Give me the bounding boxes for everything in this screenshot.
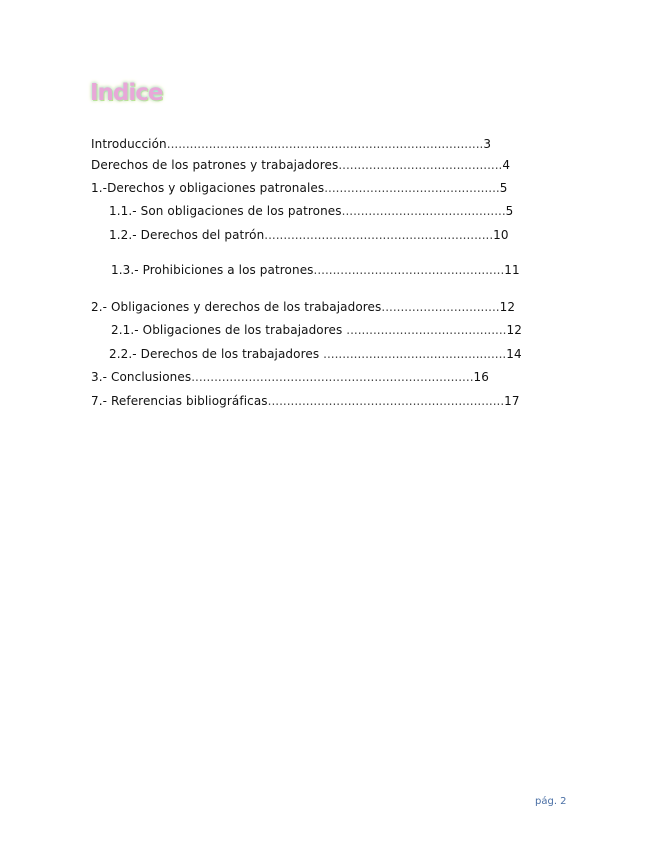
toc-entry-title: 2.2.- Derechos de los trabajadores xyxy=(109,347,324,361)
toc-entry[interactable] xyxy=(109,204,513,218)
toc-entry-leader: ........................................... xyxy=(341,204,506,218)
toc-entry[interactable] xyxy=(111,263,520,277)
toc-entry-leader: ........................................... xyxy=(338,158,503,172)
toc-entry[interactable] xyxy=(109,228,509,242)
toc-entry-leader: ................................................ xyxy=(323,347,507,361)
toc-entry-leader: .................................................. xyxy=(313,263,505,277)
toc-entry-page: 16 xyxy=(473,370,489,384)
toc-entry-page: 5 xyxy=(505,204,514,218)
toc-entry-leader: ............................................................ xyxy=(264,228,494,242)
toc-entry-leader: .......................................... xyxy=(346,323,507,337)
toc-entry-title: 2.- Obligaciones y derechos de los trabajadores xyxy=(91,300,382,314)
toc-entry-page: 17 xyxy=(504,394,520,408)
toc-entry-leader: ............................... xyxy=(381,300,500,314)
toc-entry-page: 11 xyxy=(504,263,520,277)
toc-entry[interactable] xyxy=(111,323,522,337)
page-title: Indice xyxy=(90,80,163,106)
toc-entry-leader: ................................................................................... xyxy=(166,137,484,151)
toc-entry-title: 1.1.- Son obligaciones de los patrones xyxy=(109,204,342,218)
toc-entry-page: 4 xyxy=(502,158,511,172)
toc-entry[interactable] xyxy=(91,370,489,384)
toc-entry-leader: .............................................................. xyxy=(267,394,505,408)
page-number: pág. 2 xyxy=(535,796,567,807)
toc-entry[interactable] xyxy=(91,394,520,408)
toc-entry[interactable] xyxy=(109,347,522,361)
toc-entry-page: 10 xyxy=(493,228,509,242)
toc-entry-title: Derechos de los patrones y trabajadores xyxy=(91,158,339,172)
toc-entry-title: 3.- Conclusiones xyxy=(91,370,192,384)
toc-entry-title: 1.-Derechos y obligaciones patronales xyxy=(91,181,325,195)
toc-entry-leader: .............................................. xyxy=(324,181,500,195)
toc-entry[interactable] xyxy=(91,158,510,172)
toc-entry-page: 5 xyxy=(499,181,508,195)
toc-entry-page: 3 xyxy=(483,137,492,151)
toc-entry[interactable] xyxy=(91,300,515,314)
toc-entry-title: Introducción xyxy=(91,137,167,151)
toc-entry-page: 12 xyxy=(506,323,522,337)
toc-entry-title: 7.- Referencias bibliográficas xyxy=(91,394,268,408)
toc-entry-page: 14 xyxy=(506,347,522,361)
toc-entry-title: 1.2.- Derechos del patrón xyxy=(109,228,265,242)
toc-entry-leader: .......................................................................... xyxy=(191,370,474,384)
toc-entry-title: 1.3.- Prohibiciones a los patrones xyxy=(111,263,314,277)
toc-entry-page: 12 xyxy=(499,300,516,314)
toc-entry[interactable] xyxy=(91,181,507,195)
toc-entry[interactable] xyxy=(91,137,491,151)
toc-entry-title: 2.1.- Obligaciones de los trabajadores xyxy=(111,323,347,337)
